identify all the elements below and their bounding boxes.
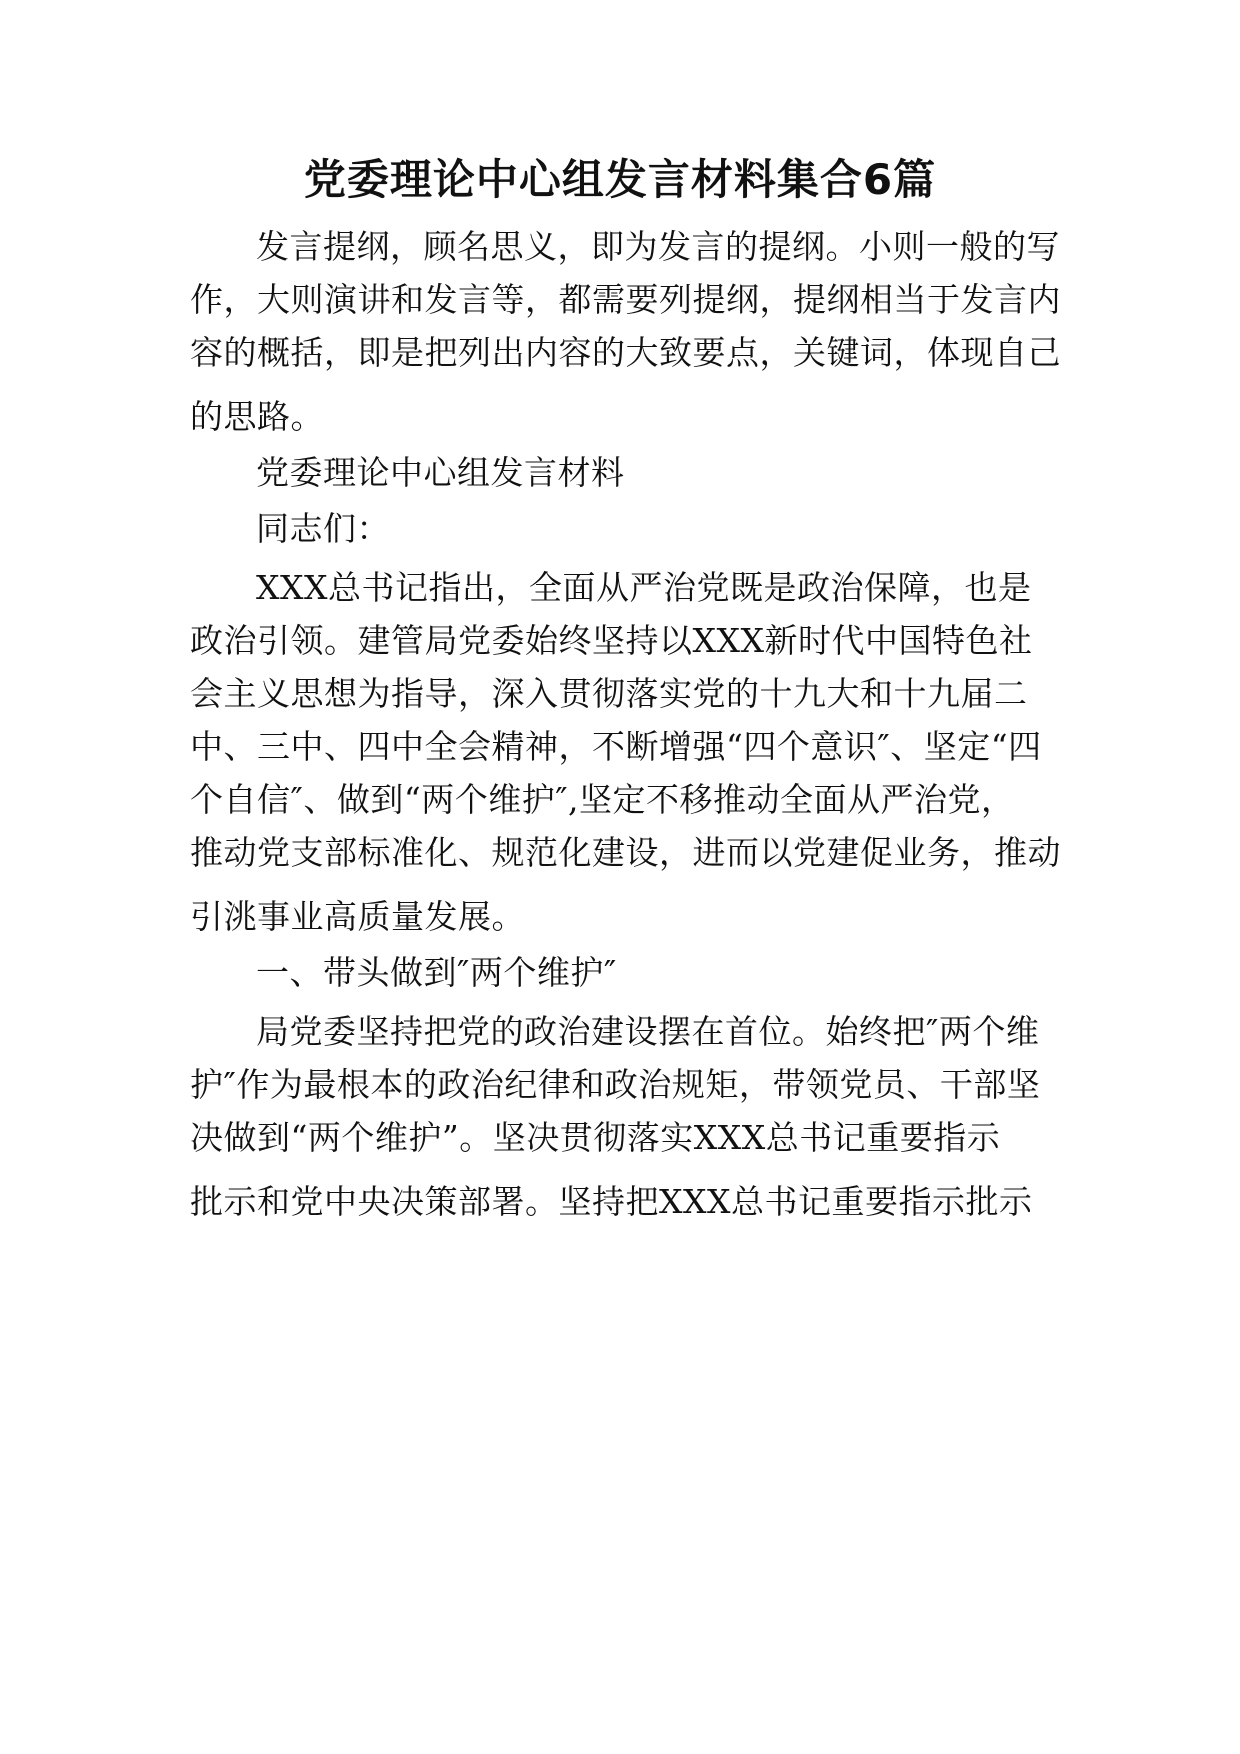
paragraph-line: 护″作为最根本的政治纪律和政治规矩，带领党员、干部坚 bbox=[190, 1065, 1041, 1104]
paragraph-line: 会主义思想为指导，深入贯彻落实党的十九大和十九届二 bbox=[190, 674, 1028, 713]
paragraph-line: 局党委坚持把党的政治建设摆在首位。始终把″两个维 bbox=[256, 1012, 1040, 1051]
paragraph-line: XXX总书记指出，全面从严治党既是政治保障，也是 bbox=[256, 568, 1032, 607]
paragraph-line: 政治引领。建管局党委始终坚持以XXX新时代中国特色社 bbox=[190, 621, 1033, 660]
subtitle-line: 党委理论中心组发言材料 bbox=[256, 453, 625, 492]
paragraph-line: 推动党支部标准化、规范化建设，进而以党建促业务，推动 bbox=[190, 833, 1061, 872]
paragraph-line: 个自信″、做到“两个维护″,坚定不移推动全面从严治党， bbox=[190, 780, 1015, 819]
paragraph-line: 发言提纲，顾名思义，即为发言的提纲。小则一般的写 bbox=[256, 227, 1060, 266]
paragraph-line: 容的概括，即是把列出内容的大致要点，关键词，体现自己 bbox=[190, 333, 1061, 372]
paragraph-line: 批示和党中央决策部署。坚持把XXX总书记重要指示批示 bbox=[190, 1182, 1033, 1221]
section-heading: 一、带头做到″两个维护″ bbox=[256, 953, 617, 992]
paragraph-line: 引洮事业高质量发展。 bbox=[190, 897, 525, 936]
paragraph-line: 决做到“两个维护”。坚决贯彻落实XXX总书记重要指示 bbox=[190, 1118, 1001, 1157]
paragraph-line: 作，大则演讲和发言等，都需要列提纲，提纲相当于发言内 bbox=[190, 280, 1061, 319]
paragraph-line: 中、三中、四中全会精神，不断增强“四个意识″、坚定“四 bbox=[190, 727, 1042, 766]
document-title: 党委理论中心组发言材料集合6篇 bbox=[303, 155, 937, 204]
paragraph-line: 的思路。 bbox=[190, 397, 324, 436]
salutation-line: 同志们： bbox=[256, 509, 390, 548]
